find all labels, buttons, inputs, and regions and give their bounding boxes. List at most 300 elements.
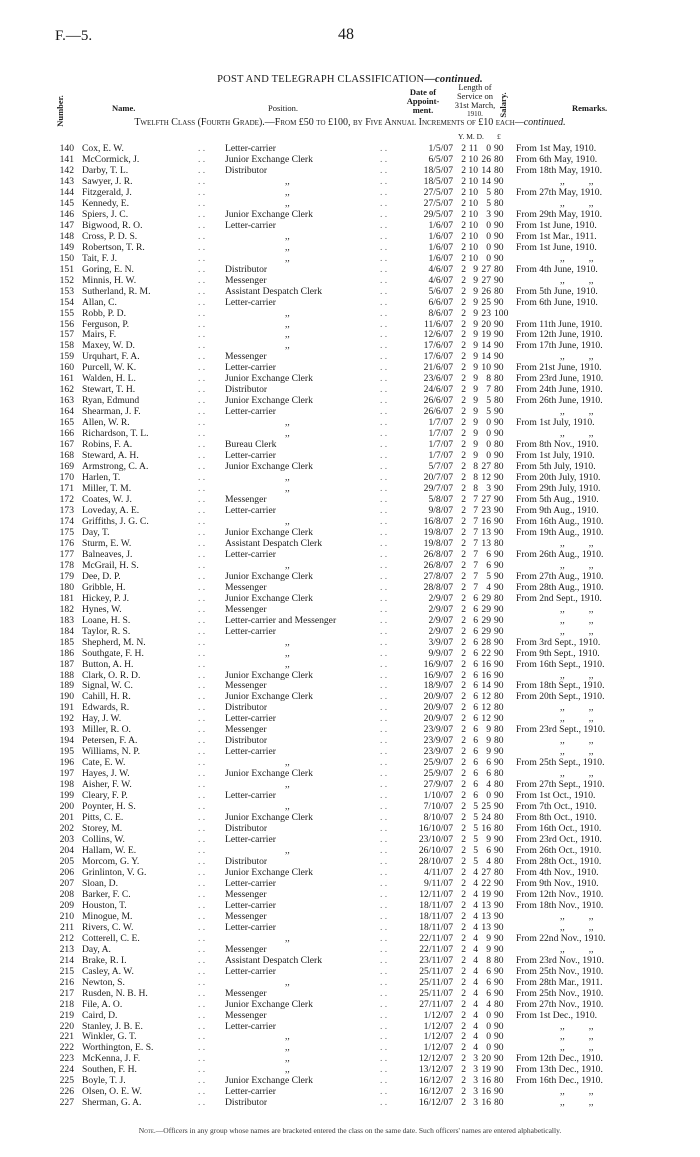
service-days: 3 (486, 208, 491, 220)
leader-dots: . . (198, 735, 206, 747)
salary: 80 (494, 691, 504, 703)
row-number: 158 (59, 340, 74, 352)
table-row (0, 648, 700, 659)
row-number: 223 (59, 1053, 74, 1065)
officer-name: Steward, A. H. (82, 450, 139, 462)
appointment-date: 27/9/07 (423, 779, 453, 791)
remarks: From 26th Aug., 1910. (516, 548, 604, 560)
appointment-date: 26/6/07 (423, 395, 453, 407)
service-days: 16 (481, 658, 491, 670)
salary: 80 (494, 954, 504, 966)
row-number: 153 (59, 285, 74, 297)
remarks: ,, ,, (560, 1097, 594, 1109)
position: Junior Exchange Clerk (225, 461, 313, 473)
service-years: 2 (461, 1031, 466, 1043)
officer-name: Sawyer, J. R. (82, 175, 133, 187)
service-days: 13 (481, 921, 491, 933)
row-number: 212 (59, 932, 74, 944)
leader-dots: . . (198, 483, 206, 495)
leader-dots: . . (198, 812, 206, 824)
remarks: From 6th May, 1910. (516, 153, 598, 165)
position: Distributor (225, 384, 268, 396)
appointment-date: 23/10/07 (418, 834, 453, 846)
leader-dots: . . (380, 570, 388, 582)
service-months: 4 (473, 877, 478, 889)
table-row (0, 834, 700, 845)
table-row (0, 176, 700, 187)
salary: 90 (494, 965, 504, 977)
appointment-date: 2/9/07 (428, 625, 453, 637)
leader-dots: . . (198, 1031, 206, 1043)
salary: 90 (494, 428, 504, 440)
position: ,, (285, 472, 290, 484)
leader-dots: . . (380, 954, 388, 966)
appointment-date: 16/9/07 (423, 658, 453, 670)
appointment-date: 27/8/07 (423, 570, 453, 582)
table-row (0, 154, 700, 165)
salary: 90 (494, 647, 504, 659)
table-row (0, 878, 700, 889)
leader-dots: . . (380, 143, 388, 154)
row-number: 196 (59, 757, 74, 769)
leader-dots: . . (198, 526, 206, 538)
service-days: 29 (481, 614, 491, 626)
leader-dots: . . (198, 450, 206, 462)
service-years: 2 (461, 494, 466, 505)
remarks: ,, ,, (560, 735, 594, 747)
service-months: 9 (473, 439, 478, 451)
salary: 90 (494, 219, 504, 231)
table-row (0, 571, 700, 582)
service-months: 6 (473, 603, 478, 615)
service-days: 6 (486, 757, 491, 769)
remarks: From 1st Mar., 1911. (516, 230, 597, 242)
service-years: 2 (461, 834, 466, 846)
table-row (0, 615, 700, 626)
officer-name: Mairs, F. (82, 329, 117, 341)
remarks: From 27th May, 1910. (516, 186, 602, 198)
service-days: 12 (481, 713, 491, 725)
service-years: 2 (461, 1020, 466, 1032)
footnote-label: Note. (138, 1126, 156, 1135)
leader-dots: . . (380, 395, 388, 407)
officer-name: Edwards, R. (82, 702, 130, 714)
remarks: From 18th Sept., 1910. (516, 680, 605, 692)
service-months: 11 (468, 143, 478, 154)
salary: 90 (494, 845, 504, 856)
officer-name: Robb, P. D. (82, 307, 126, 319)
table-row (0, 922, 700, 933)
table-row (0, 384, 700, 395)
salary: 90 (494, 987, 504, 999)
officer-name: Button, A. H. (82, 658, 134, 670)
officer-name: Hayes, J. W. (82, 768, 130, 780)
service-days: 19 (481, 329, 491, 341)
row-number: 213 (59, 943, 74, 955)
service-years: 2 (461, 373, 466, 385)
row-number: 207 (59, 877, 74, 889)
service-days: 0 (486, 241, 491, 253)
salary: 90 (494, 614, 504, 626)
service-years: 2 (461, 285, 466, 297)
leader-dots: . . (198, 724, 206, 736)
position: Letter-carrier (225, 296, 276, 308)
salary: 80 (494, 812, 504, 824)
table-row (0, 999, 700, 1010)
salary: 90 (494, 943, 504, 955)
remarks: ,, ,, (560, 197, 594, 209)
remarks: From 25th Sept., 1910. (516, 757, 605, 769)
leader-dots: . . (198, 296, 206, 308)
salary: 90 (494, 208, 504, 220)
leader-dots: . . (198, 834, 206, 846)
service-years: 2 (461, 658, 466, 670)
salary: 80 (494, 537, 504, 549)
remarks: From 1st Oct., 1910. (516, 790, 596, 802)
appointment-date: 26/8/07 (423, 559, 453, 571)
salary: 90 (494, 472, 504, 484)
row-number: 224 (59, 1064, 74, 1076)
service-days: 29 (481, 625, 491, 637)
row-number: 163 (59, 395, 74, 407)
service-months: 6 (473, 735, 478, 747)
officer-name: Miller, R. O. (82, 724, 131, 736)
row-number: 155 (59, 307, 74, 319)
position: ,, (285, 845, 290, 856)
service-years: 2 (461, 954, 466, 966)
position: Junior Exchange Clerk (225, 691, 313, 703)
remarks: From 8th Oct., 1910. (516, 812, 597, 824)
service-months: 9 (473, 373, 478, 385)
row-number: 186 (59, 647, 74, 659)
service-months: 6 (473, 680, 478, 692)
leader-dots: . . (198, 494, 206, 505)
service-years: 2 (461, 526, 466, 538)
row-number: 198 (59, 779, 74, 791)
row-number: 164 (59, 406, 74, 418)
officer-name: Hay, J. W. (82, 713, 122, 725)
service-days: 0 (486, 1009, 491, 1021)
service-years: 2 (461, 647, 466, 659)
service-years: 2 (461, 197, 466, 209)
row-number: 215 (59, 965, 74, 977)
row-number: 146 (59, 208, 74, 220)
salary: 90 (494, 340, 504, 352)
appointment-date: 8/10/07 (423, 812, 453, 824)
appointment-date: 12/11/07 (419, 888, 453, 900)
remarks: ,, ,, (560, 625, 594, 637)
service-years: 2 (461, 362, 466, 374)
service-months: 10 (468, 164, 478, 176)
position: ,, (285, 636, 290, 648)
classification-table (0, 143, 700, 1108)
position: ,, (285, 197, 290, 209)
table-row (0, 362, 700, 373)
position: Junior Exchange Clerk (225, 208, 313, 220)
remarks: From 19th Aug., 1910. (516, 526, 604, 538)
leader-dots: . . (380, 494, 388, 505)
remarks: From 12th Dec., 1910. (516, 1053, 603, 1065)
remarks: ,, ,, (560, 252, 594, 264)
salary: 80 (494, 768, 504, 780)
service-days: 0 (486, 219, 491, 231)
row-number: 189 (59, 680, 74, 692)
row-number: 202 (59, 823, 74, 835)
leader-dots: . . (198, 384, 206, 396)
service-years: 2 (461, 329, 466, 341)
salary: 90 (494, 548, 504, 560)
service-years: 2 (461, 581, 466, 593)
row-number: 192 (59, 713, 74, 725)
appointment-date: 12/12/07 (418, 1053, 453, 1065)
row-number: 180 (59, 581, 74, 593)
leader-dots: . . (380, 175, 388, 187)
service-years: 2 (461, 899, 466, 911)
service-years: 2 (461, 548, 466, 560)
appointment-date: 29/7/07 (423, 483, 453, 495)
salary: 90 (494, 570, 504, 582)
position: Letter-carrier (225, 406, 276, 418)
row-number: 170 (59, 472, 74, 484)
service-months: 6 (473, 746, 478, 758)
row-number: 150 (59, 252, 74, 264)
leader-dots: . . (198, 406, 206, 418)
position: ,, (285, 483, 290, 495)
leader-dots: . . (380, 164, 388, 176)
row-number: 184 (59, 625, 74, 637)
row-number: 193 (59, 724, 74, 736)
position: ,, (285, 428, 290, 440)
position: Letter-carrier (225, 877, 276, 889)
row-number: 219 (59, 1009, 74, 1021)
position: ,, (285, 801, 290, 813)
remarks: ,, ,, (560, 1086, 594, 1098)
service-years: 2 (461, 263, 466, 275)
service-months: 4 (473, 1042, 478, 1054)
position: ,, (285, 647, 290, 659)
leader-dots: . . (198, 351, 206, 363)
officer-name: Griffiths, J. G. C. (82, 515, 149, 527)
leader-dots: . . (198, 428, 206, 440)
salary: 90 (494, 713, 504, 725)
table-row (0, 505, 700, 516)
officer-name: Cahill, H. R. (82, 691, 131, 703)
currency-label: £ (497, 132, 501, 141)
salary: 90 (494, 351, 504, 363)
row-number: 140 (59, 143, 74, 154)
service-months: 10 (468, 175, 478, 187)
service-months: 10 (468, 252, 478, 264)
appointment-date: 4/6/07 (428, 274, 453, 286)
service-years: 2 (461, 998, 466, 1010)
remarks: From 9th Sept., 1910. (516, 647, 600, 659)
service-months: 6 (473, 768, 478, 780)
leader-dots: . . (198, 504, 206, 516)
service-days: 5 (486, 395, 491, 407)
position: ,, (285, 559, 290, 571)
service-years: 2 (461, 1075, 466, 1087)
service-months: 9 (473, 362, 478, 374)
service-days: 26 (481, 153, 491, 165)
service-months: 10 (468, 219, 478, 231)
table-row (0, 1086, 700, 1097)
salary: 90 (494, 658, 504, 670)
row-number: 220 (59, 1020, 74, 1032)
leader-dots: . . (380, 274, 388, 286)
appointment-date: 16/8/07 (423, 515, 453, 527)
appointment-date: 1/12/07 (423, 1031, 453, 1043)
position: ,, (285, 329, 290, 341)
service-days: 6 (486, 965, 491, 977)
position: ,, (285, 230, 290, 242)
officer-name: Cleary, F. P. (82, 790, 128, 802)
officer-name: McKenna, J. F. (82, 1053, 141, 1065)
service-years: 2 (461, 976, 466, 988)
appointment-date: 1/12/07 (423, 1042, 453, 1054)
table-row (0, 209, 700, 220)
table-row (0, 1031, 700, 1042)
position: Junior Exchange Clerk (225, 526, 313, 538)
service-days: 14 (481, 175, 491, 187)
service-days: 0 (486, 417, 491, 429)
service-days: 5 (486, 186, 491, 198)
remarks: From 1st June, 1910. (516, 219, 597, 231)
remarks: From 8th Nov., 1910. (516, 439, 599, 451)
remarks: From 17th June, 1910. (516, 340, 603, 352)
leader-dots: . . (380, 1097, 388, 1109)
appointment-date: 1/12/07 (423, 1009, 453, 1021)
table-row (0, 691, 700, 702)
salary: 80 (494, 1075, 504, 1087)
service-months: 7 (473, 581, 478, 593)
position: Messenger (225, 494, 267, 505)
service-years: 2 (461, 823, 466, 835)
remarks: ,, ,, (560, 614, 594, 626)
table-row (0, 308, 700, 319)
table-row (0, 1042, 700, 1053)
table-row (0, 955, 700, 966)
appointment-date: 16/12/07 (418, 1086, 453, 1098)
salary: 90 (494, 1042, 504, 1054)
service-years: 2 (461, 943, 466, 955)
service-months: 9 (473, 274, 478, 286)
position: Distributor (225, 702, 268, 714)
service-days: 0 (486, 230, 491, 242)
position: Distributor (225, 855, 268, 867)
leader-dots: . . (380, 581, 388, 593)
service-months: 5 (473, 823, 478, 835)
remarks: From 26th Oct., 1910. (516, 845, 602, 856)
leader-dots: . . (380, 669, 388, 681)
position: Distributor (225, 263, 268, 275)
appointment-date: 1/6/07 (428, 252, 453, 264)
leader-dots: . . (198, 143, 206, 154)
officer-name: Hickey, P. J. (82, 592, 130, 604)
officer-name: Sutherland, R. M. (82, 285, 151, 297)
leader-dots: . . (198, 439, 206, 451)
remarks: From 5th Aug., 1910. (516, 494, 599, 505)
salary: 90 (494, 483, 504, 495)
row-number: 161 (59, 373, 74, 385)
leader-dots: . . (380, 285, 388, 297)
appointment-date: 7/10/07 (423, 801, 453, 813)
table-row (0, 351, 700, 362)
remarks: From 27th Nov., 1910. (516, 998, 604, 1010)
leader-dots: . . (198, 252, 206, 264)
appointment-date: 24/6/07 (423, 384, 453, 396)
service-years: 2 (461, 1042, 466, 1054)
remarks: From 23rd Oct., 1910. (516, 834, 602, 846)
service-months: 6 (473, 691, 478, 703)
row-number: 169 (59, 461, 74, 473)
officer-name: Signal, W. C. (82, 680, 133, 692)
salary: 90 (494, 636, 504, 648)
leader-dots: . . (380, 537, 388, 549)
position: Letter-carrier (225, 834, 276, 846)
service-years: 2 (461, 812, 466, 824)
leader-dots: . . (380, 801, 388, 813)
leader-dots: . . (198, 921, 206, 933)
officer-name: Allen, W. R. (82, 417, 130, 429)
row-number: 152 (59, 274, 74, 286)
officer-name: Robertson, T. R. (82, 241, 145, 253)
service-years: 2 (461, 680, 466, 692)
officer-name: Grinlinton, V. G. (82, 866, 147, 878)
salary: 90 (494, 274, 504, 286)
officer-name: Robins, F. A. (82, 439, 133, 451)
service-days: 20 (481, 1053, 491, 1065)
service-days: 5 (486, 197, 491, 209)
appointment-date: 20/9/07 (423, 691, 453, 703)
table-row (0, 406, 700, 417)
officer-name: Barker, F. C. (82, 888, 131, 900)
salary: 90 (494, 559, 504, 571)
table-row (0, 1064, 700, 1075)
leader-dots: . . (198, 790, 206, 802)
appointment-date: 21/6/07 (423, 362, 453, 374)
position: Letter-carrier (225, 219, 276, 231)
appointment-date: 27/5/07 (423, 186, 453, 198)
row-number: 214 (59, 954, 74, 966)
leader-dots: . . (380, 263, 388, 275)
position: Messenger (225, 274, 267, 286)
service-days: 16 (481, 669, 491, 681)
row-number: 199 (59, 790, 74, 802)
service-days: 27 (481, 866, 491, 878)
remarks: From 24th June, 1910. (516, 384, 603, 396)
remarks: From 6th June, 1910. (516, 296, 598, 308)
row-number: 145 (59, 197, 74, 209)
salary: 90 (494, 406, 504, 418)
service-years: 2 (461, 230, 466, 242)
leader-dots: . . (380, 790, 388, 802)
remarks: From 25th Nov., 1910. (516, 965, 604, 977)
position: Messenger (225, 1009, 267, 1021)
row-number: 162 (59, 384, 74, 396)
service-years: 2 (461, 768, 466, 780)
service-days: 23 (481, 307, 491, 319)
leader-dots: . . (198, 779, 206, 791)
position: Letter-carrier (225, 143, 276, 154)
service-months: 6 (473, 647, 478, 659)
salary: 80 (494, 384, 504, 396)
appointment-date: 11/6/07 (424, 318, 453, 330)
service-days: 13 (481, 910, 491, 922)
remarks: From 2nd Sept., 1910. (516, 592, 602, 604)
class-heading-text: Twelfth Class (Fourth Grade).—From £50 to £100, by Five Annual Increments of £10 each (134, 117, 515, 128)
salary: 90 (494, 746, 504, 758)
service-months: 3 (473, 1075, 478, 1087)
